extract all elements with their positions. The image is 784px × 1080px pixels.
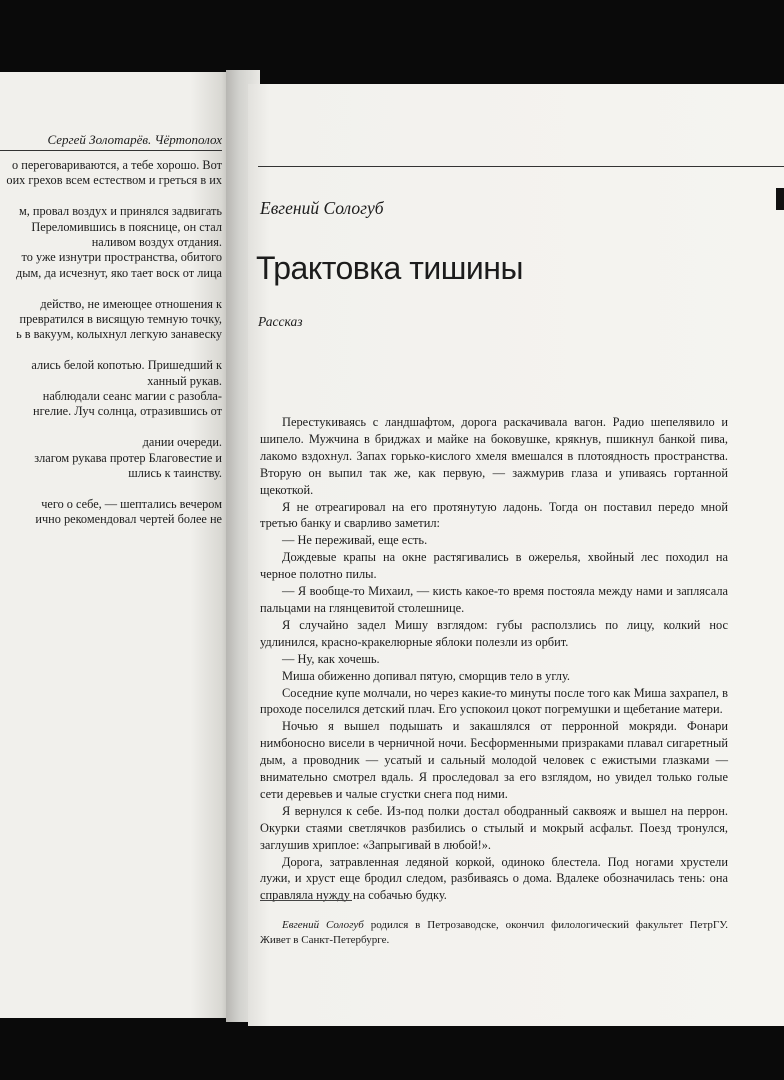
article-paragraph: Дорога, затравленная ледяной коркой, одиноко блестела. Под ногами хрустели лужи, и хруст еще бродил следом, разбиваясь о дома. Вдалеке обозначилась тень: она справляла нужду на собачью будку. — [260, 854, 728, 903]
article-paragraph: Я случайно задел Мишу взглядом: губы расползлись по лицу, колкий нос удлинился, красно-кракелюрные яблоки полезли из орбит. — [260, 617, 728, 649]
footnote-rule — [260, 900, 352, 901]
article-author: Евгений Сологуб — [260, 198, 384, 218]
left-text-line: нгелие. Луч солнца, отразившись от — [33, 404, 222, 419]
article-genre: Рассказ — [258, 314, 303, 329]
article-paragraph: Соседние купе молчали, но через какие-то минуты после того как Миша захрапел, в проходе поселился детский плач. Его успокоил цокот погремушки и щебетание матери. — [260, 685, 728, 717]
article-paragraph: — Ну, как хочешь. — [282, 651, 380, 666]
left-text-line: ханный рукав. — [147, 373, 222, 388]
left-text-line: Переломившись в пояснице, он стал — [31, 219, 222, 234]
article-paragraph: Дождевые крапы на окне растягивались в ожерелья, хвойный лес походил на черное полотно пилы. — [260, 550, 728, 582]
left-text-line: оих грехов всем естеством и греться в их — [6, 173, 222, 188]
left-text-line: м, провал воздух и принялся задвигать — [18, 204, 222, 219]
left-text-line: дании очереди. — [142, 435, 222, 450]
article-body — [260, 414, 728, 904]
article-paragraph: Миша обиженно допивал пятую, сморщив тело в углу. — [282, 668, 571, 683]
article-paragraph: Перестукиваясь с ландшафтом, дорога раскачивала вагон. Радио шепелявило и шипело. Мужчина в бриджах и майке на боковушке, крякнув, пшикнул банкой пива, лакомо вздохнул. Запах горько-кислого хмеля вмешался в плотоядность пространства. Вторую он выпил так же, как первую, — зажмурив глаза и упиваясь гортанной щекоткой. — [260, 415, 728, 497]
author-footnote — [260, 918, 728, 948]
article-paragraph: — Я вообще-то Михаил, — кисть какое-то время постояла между нами и заплясала пальцами на глянцевитой столешнице. — [260, 584, 728, 615]
footnote-author: Евгений Сологуб — [282, 919, 364, 931]
left-text-line: наливом воздух отдания. — [91, 235, 222, 249]
article-paragraph: Я вернулся к себе. Из-под полки достал ободранный саквояж и вышел на перрон. Окурки стаями светлячков разбились о стылый и мокрый асфальт. Поезд тронулся, заглушив хриплое: «Запрыгивай в любой!». — [260, 803, 728, 852]
left-text-line: шлись к таинству. — [128, 466, 222, 480]
left-text-line: превратился в висящую темную точку, — [19, 312, 222, 326]
page-edge-mark — [776, 188, 784, 210]
left-page — [0, 72, 238, 1018]
left-text-line: ались белой копотью. Пришедший к — [31, 358, 222, 373]
article-title: Трактовка тишины — [256, 250, 523, 286]
left-text-line: наблюдали сеанс магии с разобла- — [42, 389, 222, 403]
right-page — [248, 84, 784, 1026]
left-text-line: то уже изнутри пространства, обитого — [21, 250, 222, 265]
left-text-line: чего о себе, — шептались вечером — [41, 496, 222, 511]
article-paragraph: — Не переживай, еще есть. — [282, 533, 428, 548]
article-paragraph: Ночью я вышел подышать и закашлялся от перронной мокряди. Фонари нимбоносно висели в черничной ночи. Бесформенными призраками плавал сигаретный дым, а проводник — усатый и сальный молодой человек с ежистыми глазками — внимательно смотрел вдаль. Я проследовал за его взглядом, но увидел только голые сети деревьев и чалые сгустки снега под ними. — [260, 719, 728, 801]
article-paragraph: Я не отреагировал на его протянутую ладонь. Тогда он поставил передо мной третью банку и сварливо заметил: — [260, 499, 728, 531]
left-text-line: действо, не имеющее отношения к — [40, 296, 222, 311]
left-running-header: Сергей Золотарёв. Чёртополох — [0, 132, 222, 151]
left-text-line: ь в вакуум, колыхнул легкую занавеску — [16, 327, 222, 342]
header-rule — [258, 166, 784, 167]
footnote-text: родился в Петрозаводске, окончил филологический факультет ПетрГУ. Живет в Санкт-Петербурге. — [260, 919, 728, 946]
left-text-line: дым, да исчезнут, яко тает воск от лица — [16, 265, 222, 280]
left-text-line: ично рекомендовал чертей более не — [35, 512, 222, 527]
left-text-line: о переговариваются, а тебе хорошо. Вот — [12, 158, 222, 172]
left-text-line: злагом рукава протер Благовестие и — [34, 450, 222, 465]
